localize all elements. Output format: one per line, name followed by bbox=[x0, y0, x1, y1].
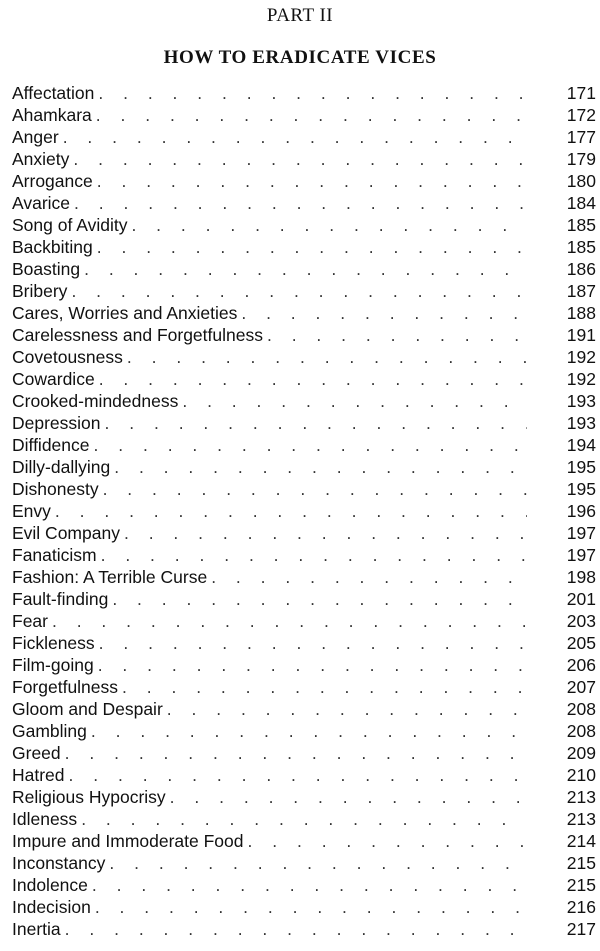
toc-entry-title: Gambling bbox=[12, 721, 87, 741]
toc-entry-title: Hatred bbox=[12, 765, 65, 785]
toc-entry-page-number: 194 bbox=[566, 435, 596, 455]
dot-leader bbox=[241, 302, 526, 324]
toc-entry-title: Forgetfulness bbox=[12, 677, 119, 697]
part-label: PART II bbox=[266, 5, 334, 26]
toc-entry bbox=[12, 104, 596, 126]
dot-leader bbox=[84, 258, 527, 280]
toc-entry-page-number: 198 bbox=[566, 567, 596, 587]
toc-entry bbox=[12, 126, 596, 148]
toc-entry-page-number: 187 bbox=[566, 281, 596, 301]
dot-leader bbox=[131, 214, 526, 236]
toc-entry bbox=[12, 742, 596, 764]
dot-leader bbox=[71, 280, 526, 302]
dot-leader bbox=[127, 346, 527, 368]
toc-entry bbox=[12, 566, 596, 588]
toc-entry-page-number: 193 bbox=[566, 413, 596, 433]
dot-leader bbox=[91, 720, 527, 742]
toc-entry-title: Gloom and Despair bbox=[12, 699, 163, 719]
toc-entry-title: Religious Hypocrisy bbox=[12, 787, 166, 807]
dot-leader bbox=[99, 632, 527, 654]
toc-entry-page-number: 177 bbox=[566, 127, 596, 147]
toc-entry-page-number: 201 bbox=[566, 589, 596, 609]
dot-leader bbox=[267, 324, 527, 346]
dot-leader bbox=[248, 830, 527, 852]
toc-entry bbox=[12, 456, 596, 478]
toc-entry-page-number: 205 bbox=[566, 633, 596, 653]
toc-entry bbox=[12, 390, 596, 412]
dot-leader bbox=[109, 852, 526, 874]
toc-entry-page-number: 192 bbox=[566, 369, 596, 389]
toc-entry-title: Fear bbox=[12, 611, 48, 631]
dot-leader bbox=[63, 126, 527, 148]
dot-leader bbox=[124, 522, 527, 544]
dot-leader bbox=[98, 82, 526, 104]
toc-entry-page-number: 209 bbox=[566, 743, 596, 763]
toc-entry-page-number: 191 bbox=[566, 325, 596, 345]
toc-entry-title: Fanaticism bbox=[12, 545, 97, 565]
toc-entry bbox=[12, 786, 596, 808]
toc-entry-title: Dilly-dallying bbox=[12, 457, 111, 477]
toc-entry-page-number: 171 bbox=[566, 83, 596, 103]
toc-entry bbox=[12, 478, 596, 500]
toc-entry-page-number: 213 bbox=[566, 787, 596, 807]
toc-entry-title: Indolence bbox=[12, 875, 88, 895]
toc-entry-title: Film-going bbox=[12, 655, 94, 675]
toc-entry-page-number: 203 bbox=[566, 611, 596, 631]
toc-entry-title: Envy bbox=[12, 501, 51, 521]
toc-entry bbox=[12, 808, 596, 830]
toc-entry bbox=[12, 918, 596, 940]
toc-entry-page-number: 213 bbox=[566, 809, 596, 829]
dot-leader bbox=[74, 192, 527, 214]
toc-entry-title: Diffidence bbox=[12, 435, 90, 455]
dot-leader bbox=[99, 368, 527, 390]
toc-entry bbox=[12, 434, 596, 456]
toc-entry-page-number: 180 bbox=[566, 171, 596, 191]
dot-leader bbox=[92, 874, 527, 896]
toc-entry bbox=[12, 324, 596, 346]
toc-entry-page-number: 217 bbox=[566, 919, 596, 939]
dot-leader bbox=[112, 588, 526, 610]
toc-entry-page-number: 186 bbox=[566, 259, 596, 279]
toc-entry-page-number: 196 bbox=[566, 501, 596, 521]
dot-leader bbox=[73, 148, 526, 170]
toc-entry bbox=[12, 302, 596, 324]
dot-leader bbox=[95, 896, 527, 918]
toc-entry bbox=[12, 830, 596, 852]
toc-entry bbox=[12, 522, 596, 544]
toc-entry-page-number: 215 bbox=[566, 853, 596, 873]
toc-entry-page-number: 192 bbox=[566, 347, 596, 367]
dot-leader bbox=[69, 764, 527, 786]
toc-entry-page-number: 197 bbox=[566, 523, 596, 543]
toc-entry bbox=[12, 698, 596, 720]
dot-leader bbox=[101, 544, 527, 566]
dot-leader bbox=[52, 610, 527, 632]
toc-entry-title: Bribery bbox=[12, 281, 68, 301]
toc-entry bbox=[12, 412, 596, 434]
toc-entry bbox=[12, 632, 596, 654]
toc-entry-title: Affectation bbox=[12, 83, 95, 103]
toc-entry-page-number: 185 bbox=[566, 215, 596, 235]
toc-entry-title: Arrogance bbox=[12, 171, 93, 191]
toc-entry-page-number: 208 bbox=[566, 721, 596, 741]
toc-entry-page-number: 195 bbox=[566, 479, 596, 499]
toc-entry-page-number: 193 bbox=[566, 391, 596, 411]
toc-entry bbox=[12, 148, 596, 170]
toc-entry bbox=[12, 346, 596, 368]
dot-leader bbox=[122, 676, 527, 698]
toc-entry bbox=[12, 720, 596, 742]
toc-entry bbox=[12, 280, 596, 302]
toc-entry-title: Anxiety bbox=[12, 149, 70, 169]
toc-entry-title: Inconstancy bbox=[12, 853, 106, 873]
toc-entry-title: Greed bbox=[12, 743, 61, 763]
dot-leader bbox=[81, 808, 527, 830]
toc-entry-title: Boasting bbox=[12, 259, 81, 279]
dot-leader bbox=[182, 390, 526, 412]
toc-entry-page-number: 172 bbox=[566, 105, 596, 125]
dot-leader bbox=[211, 566, 527, 588]
toc-entry-title: Carelessness and Forgetfulness bbox=[12, 325, 263, 345]
section-title: HOW TO ERADICATE VICES bbox=[163, 47, 437, 68]
toc-entry-page-number: 185 bbox=[566, 237, 596, 257]
toc-entry-page-number: 216 bbox=[566, 897, 596, 917]
dot-leader bbox=[170, 786, 527, 808]
toc-entry-page-number: 207 bbox=[566, 677, 596, 697]
toc-entry-title: Depression bbox=[12, 413, 101, 433]
toc-entry-page-number: 195 bbox=[566, 457, 596, 477]
dot-leader bbox=[55, 500, 527, 522]
toc-entry-page-number: 206 bbox=[566, 655, 596, 675]
toc-entry-page-number: 210 bbox=[566, 765, 596, 785]
toc-entry bbox=[12, 500, 596, 522]
toc-entry-page-number: 208 bbox=[566, 699, 596, 719]
dot-leader bbox=[97, 236, 527, 258]
toc-entry-title: Covetousness bbox=[12, 347, 123, 367]
toc-entry-title: Impure and Immoderate Food bbox=[12, 831, 244, 851]
toc-entry-page-number: 197 bbox=[566, 545, 596, 565]
toc-entry bbox=[12, 236, 596, 258]
toc-entry bbox=[12, 874, 596, 896]
toc-entry-title: Anger bbox=[12, 127, 59, 147]
toc-entry-title: Fault-finding bbox=[12, 589, 109, 609]
toc-entry bbox=[12, 214, 596, 236]
toc-entry-title: Fashion: A Terrible Curse bbox=[12, 567, 208, 587]
toc-entry-title: Avarice bbox=[12, 193, 71, 213]
toc-entry-title: Fickleness bbox=[12, 633, 95, 653]
dot-leader bbox=[65, 742, 527, 764]
dot-leader bbox=[114, 456, 527, 478]
toc-entry bbox=[12, 852, 596, 874]
toc-entry-title: Crooked-mindedness bbox=[12, 391, 179, 411]
toc-entry bbox=[12, 192, 596, 214]
dot-leader bbox=[96, 104, 527, 126]
toc-entry bbox=[12, 170, 596, 192]
toc-entry bbox=[12, 588, 596, 610]
toc-entry-page-number: 179 bbox=[566, 149, 596, 169]
toc-entry bbox=[12, 368, 596, 390]
table-of-contents bbox=[12, 82, 596, 940]
toc-entry bbox=[12, 544, 596, 566]
toc-entry-page-number: 188 bbox=[566, 303, 596, 323]
dot-leader bbox=[167, 698, 527, 720]
toc-entry-title: Evil Company bbox=[12, 523, 120, 543]
toc-entry bbox=[12, 654, 596, 676]
toc-entry-title: Cowardice bbox=[12, 369, 95, 389]
dot-leader bbox=[94, 434, 527, 456]
toc-entry-title: Idleness bbox=[12, 809, 78, 829]
toc-entry bbox=[12, 610, 596, 632]
toc-entry-page-number: 184 bbox=[566, 193, 596, 213]
toc-entry-page-number: 214 bbox=[566, 831, 596, 851]
toc-entry-title: Cares, Worries and Anxieties bbox=[12, 303, 238, 323]
dot-leader bbox=[105, 412, 527, 434]
toc-entry bbox=[12, 676, 596, 698]
toc-entry-title: Ahamkara bbox=[12, 105, 92, 125]
dot-leader bbox=[103, 478, 527, 500]
toc-entry bbox=[12, 82, 596, 104]
toc-entry-title: Song of Avidity bbox=[12, 215, 128, 235]
toc-entry-title: Inertia bbox=[12, 919, 61, 939]
toc-entry-title: Indecision bbox=[12, 897, 91, 917]
dot-leader bbox=[98, 654, 527, 676]
toc-entry bbox=[12, 896, 596, 918]
toc-entry-title: Backbiting bbox=[12, 237, 93, 257]
toc-entry bbox=[12, 764, 596, 786]
dot-leader bbox=[65, 918, 527, 940]
dot-leader bbox=[97, 170, 527, 192]
toc-entry-title: Dishonesty bbox=[12, 479, 99, 499]
toc-entry bbox=[12, 258, 596, 280]
toc-entry-page-number: 215 bbox=[566, 875, 596, 895]
